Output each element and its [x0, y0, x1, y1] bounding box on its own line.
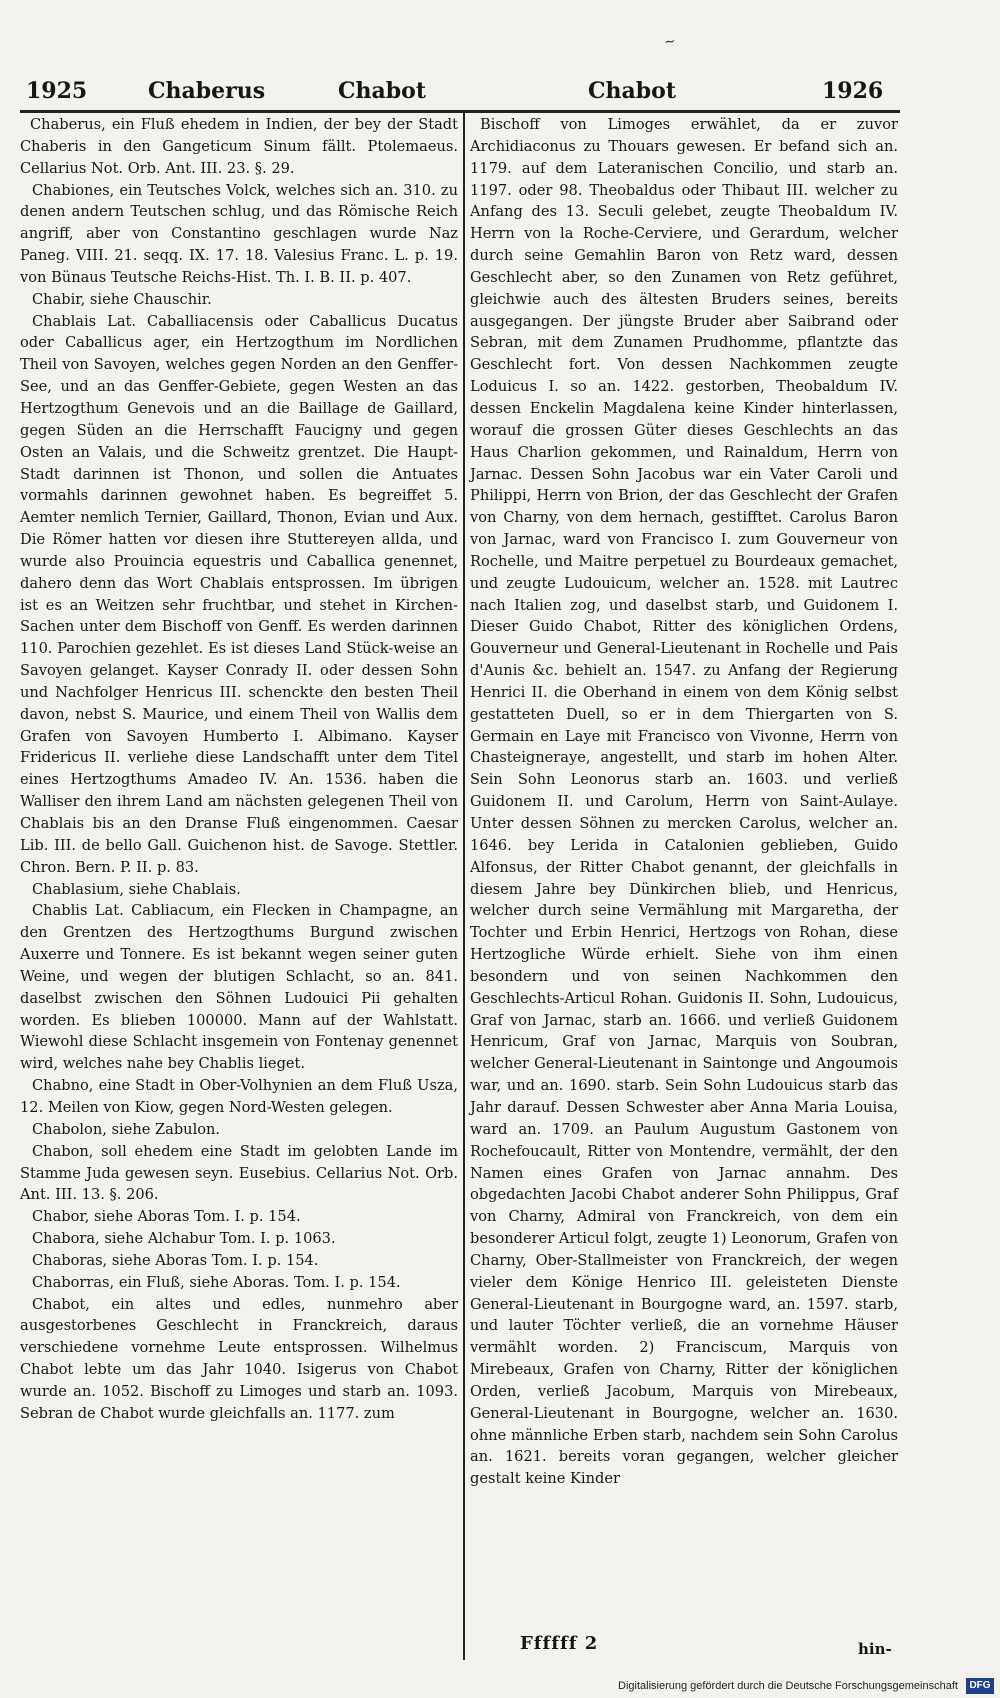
signature-mark: Ffffff 2	[520, 1633, 599, 1654]
page-number-right: 1926	[822, 78, 884, 104]
running-head	[20, 78, 900, 114]
entry-chabon: Chabon, soll ehedem eine Stadt im gelobten Lande im Stamme Juda gewesen seyn. Eusebius. Cellarius Not. Orb. Ant. III. 13. §. 206.	[20, 1142, 458, 1204]
entry-chablis: Chablis Lat. Cabliacum, ein Flecken in Champagne, an den Grentzen des Hertzogthums Burgund zwischen Auxerre und Tonnere. Es ist bekannt wegen seiner guten Weine, und wegen der blutigen Schlacht, so an. 841. daselbst zwischen den Söhnen Ludouici Pii gehalten worden. Es blieben 100000. Mann auf der Wahlstatt. Wiewohl diese Schlacht insgemein von Fontenay genennet wird, welches nahe bey Chablis lieget.	[20, 902, 458, 1073]
entry-chaberus: Chaberus, ein Fluß ehedem in Indien, der bey der Stadt Chaberis in den Gangeticum Sinum fällt. Ptolemaeus. Cellarius Not. Orb. Ant. III. 23. §. 29.	[20, 116, 458, 177]
entry-chabot: Chabot, ein altes und edles, nunmehro aber ausgestorbenes Geschlecht in Franckreich, daraus verschiedene vornehme Leute entsprossen. Wilhelmus Chabot lebte um das Jahr 1040. Isigerus von Chabot wurde an. 1052. Bischoff zu Limoges und starb an. 1093. Sebran de Chabot wurde gleichfalls an. 1177. zum	[20, 1295, 458, 1422]
page-number-left: 1925	[26, 78, 88, 104]
entry-chabora: Chabora, siehe Alchabur Tom. I. p. 1063.	[32, 1230, 336, 1248]
entry-chabno: Chabno, eine Stadt in Ober-Volhynien an dem Fluß Usza, 12. Meilen von Kiow, gegen Nord-Westen gelegen.	[20, 1077, 458, 1116]
entry-chaborras: Chaborras, ein Fluß, siehe Aboras. Tom. I. p. 154.	[32, 1273, 401, 1291]
digitization-credit: Digitalisierung gefördert durch die Deutsche Forschungsgemeinschaft	[618, 1680, 958, 1692]
right-column	[470, 114, 898, 1674]
column-rule	[463, 112, 465, 1660]
pen-mark: ~	[662, 33, 678, 51]
entry-chabir: Chabir, siehe Chauschir.	[32, 290, 212, 308]
entry-chabiones: Chabiones, ein Teutsches Volck, welches sich an. 310. zu denen andern Teutschen schlug, und das Römische Reich angriff, aber von Constantino geschlagen wurde Naz Paneg. VIII. 21. seqq. IX. 17. 18. Valesius Franc. L. p. 19. von Bünaus Teutsche Reichs-Hist. Th. I. B. II. p. 407.	[20, 181, 458, 286]
entry-chabolon: Chabolon, siehe Zabulon.	[32, 1120, 221, 1138]
entry-chabot-continued: Bischoff von Limoges erwählet, da er zuvor Archidiaconus zu Thouars gewesen. Er befand sich an. 1179. auf dem Lateranischen Concilio, und starb an. 1197. oder 98. Theobaldus oder Thibaut III. welcher zu Anfang des 13. Seculi gelebet, zeugte Theobaldum IV. Herrn von la Roche-Cerviere, und Gerardum, welcher durch seine Gemahlin Baron von Retz ward, dessen Geschlecht aber, so den Zunamen von Retz geführet, gleichwie auch des ältesten Bruders seines, bereits ausgegangen. Der jüngste Bruder aber Saibrand oder Sebran, mit dem Zunamen Prudhomme, pflantzte das Geschlecht fort. Von dessen Nachkommen zeugte Loduicus I. so an. 1422. gestorben, Theobaldum IV. dessen Enckelin Magdalena keine Kinder hinterlassen, worauf die grossen Güter dieses Geschlechts an das Haus Charlion gekommen, und Rainaldum, Herrn von Jarnac. Dessen Sohn Jacobus war ein Vater Caroli und Philippi, Herrn von Brion, der das Geschlecht der Grafen von Charny, von dem hernach, gestifftet. Carolus Baron von Jarnac, ward von Francisco I. zum Gouverneur von Rochelle, und Maitre perpetuel zu Bourdeaux gemachet, und zeugte Ludouicum, welcher an. 1528. mit Lautrec nach Italien zog, und daselbst starb, und Guidonem I. Dieser Guido Chabot, Ritter des königlichen Ordens, Gouverneur und General-Lieutenant in Rochelle und Pais d'Aunis &c. behielt an. 1547. zu Anfang der Regierung Henrici II. die Oberhand in einem von dem König selbst gestatteten Duell, so er in dem Thiergarten von S. Germain en Laye mit Francisco von Vivonne, Herrn von Chasteigneraye, angestellt, und starb im hohen Alter. Sein Sohn Leonorus starb an. 1603. und verließ Guidonem II. und Carolum, Herrn von Saint-Aulaye. Unter dessen Söhnen zu mercken Carolus, welcher an. 1646. bey Lerida in Catalonien geblieben, Guido Alfonsus, der Ritter Chabot genannt, der gleichfalls in diesem Jahre bey Dünkirchen blieb, und Henricus, welcher durch seine Vermählung mit Margaretha, der Tochter und Erbin Henrici, Hertzogs von Rohan, diese Hertzogliche Würde erhielt. Siehe von ihm einen besondern und von seinen Nachkommen den Geschlechts-Articul Rohan. Guidonis II. Sohn, Ludouicus, Graf von Jarnac, starb an. 1666. und verließ Guidonem Henricum, Graf von Jarnac, Marquis von Soubran, welcher General-Lieutenant in Saintonge und Angoumois war, und an. 1690. starb. Sein Sohn Ludouicus starb das Jahr darauf. Dessen Schwester aber Anna Maria Louisa, ward an. 1709. an Paulum Augustum Gastonem von Rochefoucault, Ritter von Montendre, vermählt, der den Namen eines Grafen von Jarnac annahm. Des obgedachten Jacobi Chabot anderer Sohn Philippus, Graf von Charny, Admiral von Franckreich, von dem ein besonderer Articul folgt, zeugte 1) Leonorum, Grafen von Charny, Ober-Stallmeister von Franckreich, der wegen vieler dem Könige Henrico III. geleisteten Dienste General-Lieutenant in Bourgogne ward, an. 1597. starb, und lauter Töchter verließ, die an vornehme Häuser vermählt worden. 2) Franciscum, Marquis von Mirebeaux, Grafen von Charny, Ritter der königlichen Orden, verließ Jacobum, Marquis von Mirebeaux, General-Lieutenant in Bourgogne, welcher an. 1630. ohne männliche Erben starb, nachdem sein Sohn Carolus an. 1621. bereits voran gegangen, welcher gleicher gestalt keine Kinder	[470, 116, 898, 1488]
entry-chablasium: Chablasium, siehe Chablais.	[32, 880, 241, 898]
entry-chaboras: Chaboras, siehe Aboras Tom. I. p. 154.	[32, 1251, 319, 1269]
header-rule	[20, 110, 900, 113]
catchword: hin-	[858, 1640, 892, 1658]
dfg-logo: DFG	[966, 1678, 994, 1694]
entry-chabor: Chabor, siehe Aboras Tom. I. p. 154.	[32, 1208, 301, 1226]
head-word-left-b: Chabot	[338, 78, 426, 104]
left-column	[20, 114, 458, 1674]
entry-chablais: Chablais Lat. Caballiacensis oder Caballicus Ducatus oder Caballicus ager, ein Hertzogthum im Nordlichen Theil von Savoyen, welches gegen Norden an den Genffer-See, und an das Genffer-Gebiete, gegen Westen an das Hertzogthum Genevois und an die Baillage de Gaillard, gegen Süden an die Herrschafft Faucigny und gegen Osten an Valais, und die Schweitz grentzet. Die Haupt-Stadt darinnen ist Thonon, und sollen die Antuates vormahls darinnen gewohnet haben. Es begreiffet 5. Aemter nemlich Ternier, Gaillard, Thonon, Evian und Aux. Die Römer hatten vor diesen ihre Stuttereyen allda, und wurde also Prouincia equestris und Caballica genennet, dahero denn das Wort Chablais entsprossen. Im übrigen ist es an Weitzen sehr fruchtbar, und stehet in Kirchen-Sachen unter dem Bischoff von Genff. Es werden darinnen 110. Parochien gezehlet. Es ist dieses Land Stück-weise an Savoyen gelanget. Kayser Conrady II. oder dessen Sohn und Nachfolger Henricus III. schenckte den besten Theil davon, nebst S. Maurice, und einem Theil von Wallis dem Grafen von Savoyen Humberto I. Albimano. Kayser Fridericus II. verliehe diese Landschafft unter dem Titel eines Hertzogthums Amadeo IV. An. 1536. haben die Walliser den ihrem Land am nächsten gelegenen Theil von Chablais bis an den Dranse Fluß eingenommen. Caesar Lib. III. de bello Gall. Guichenon hist. de Savoge. Stettler. Chron. Bern. P. II. p. 83.	[20, 312, 458, 876]
head-word-right-a: Chabot	[588, 78, 676, 104]
head-word-left-a: Chaberus	[148, 78, 266, 104]
